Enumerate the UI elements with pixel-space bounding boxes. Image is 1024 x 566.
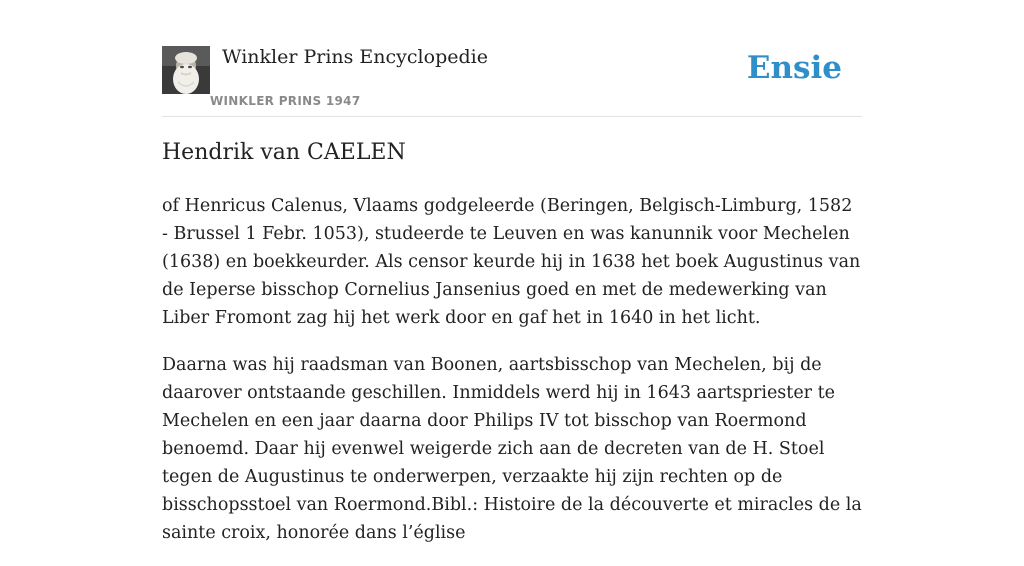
ensie-logo[interactable]: Ensie — [746, 50, 842, 86]
source-title[interactable]: Winkler Prins Encyclopedie — [222, 46, 488, 68]
article-body — [162, 192, 862, 566]
avatar-portrait — [162, 46, 210, 94]
article-paragraph: Daarna was hij raadsman van Boonen, aartsbisschop van Mechelen, bij de daarover ontstaande geschillen. Inmiddels werd hij in 1643 aartspriester te Mechelen en een jaar daarna door Philips IV tot bisschop van Roermond benoemd. Daar hij evenwel weigerde zich aan de decreten van de H. Stoel tegen de Augustinus te onderwerpen, verzaakte hij zijn rechten op de bisschopsstoel van Roermond.Bibl.: Histoire de la découverte et miracles de la sainte croix, honorée dans l’église — [162, 355, 862, 543]
article-title: Hendrik van CAELEN — [162, 140, 406, 165]
source-subtitle[interactable]: WINKLER PRINS 1947 — [210, 94, 361, 108]
article-paragraph: of Henricus Calenus, Vlaams godgeleerde (Beringen, Belgisch-Limburg, 1582 - Brussel 1 Febr. 1053), studeerde te Leuven en was kanunnik voor Mechelen (1638) en boekkeurder. Als censor keurde hij in 1638 het boek Augustinus van de Ieperse bisschop Cornelius Jansenius goed en met de medewerking van Liber Fromont zag hij het werk door en gaf het in 1640 in het licht. — [162, 196, 861, 328]
source-header — [162, 46, 862, 117]
bearded-man-portrait-icon[interactable] — [162, 46, 210, 94]
